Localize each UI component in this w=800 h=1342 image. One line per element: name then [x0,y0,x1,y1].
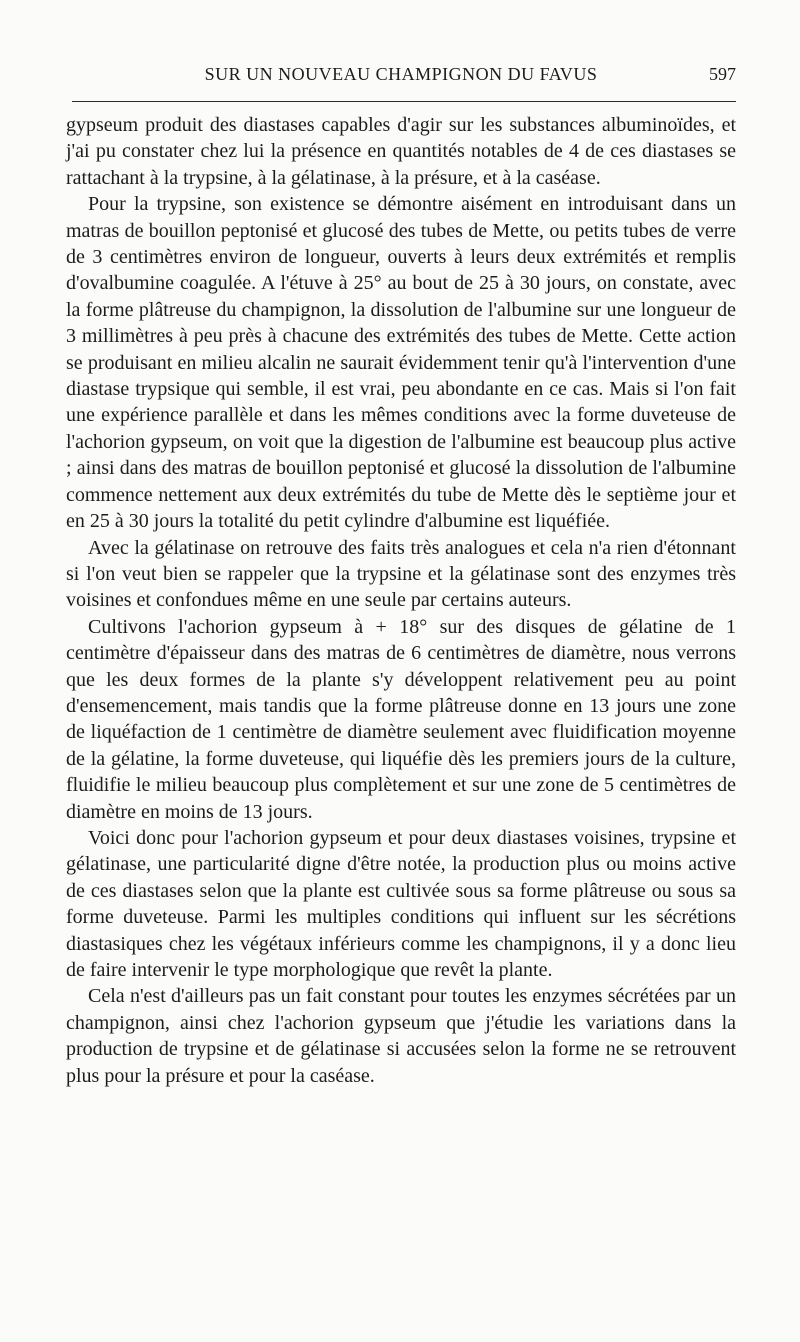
paragraph-cultivons: Cultivons l'achorion gypseum à + 18° sur des disques de gélatine de 1 centimètre d'épaisseur dans des matras de 6 centimètres de diamètre, nous verrons que les deux formes de la plante s'y développent relativement peu au point d'ensemencement, mais tandis que la forme plâtreuse donne en 13 jours une zone de liquéfaction de 1 centimètre de diamètre seulement avec fluidification moyenne de la gélatine, la forme duveteuse, qui liquéfie dès les premiers jours de la culture, fluidifie le milieu beaucoup plus complètement et sur une zone de 5 centimètres de diamètre en moins de 13 jours. [66,615,736,823]
running-head [66,62,736,86]
paragraph-continuation: gypseum produit des diastases capables d'agir sur les substances albuminoïdes, et j'ai pu constater chez lui la présence en quantités notables de 4 de ces diastases se rattachant à la trypsine, à la gélatinase, à la présure, et à la caséase. [66,114,736,189]
paragraph-trypsine: Pour la trypsine, son existence se démontre aisément en introduisant dans un matras de bouillon peptonisé et glucosé des tubes de Mette, ou petits tubes de verre de 3 centimètres environ de longueur, ouverts à leurs deux extrémités et remplis d'ovalbumine coagulée. A l'étuve à 25° au bout de 25 à 30 jours, on constate, avec la forme plâtreuse du champignon, la dissolution de l'albumine sur une longueur de 3 millimètres à peu près à chacune des extrémités des tubes de Mette. Cette action se produisant en milieu alcalin ne saurait évidemment tenir qu'à l'intervention d'une diastase trypsique qui semble, il est vrai, peu abondante en ce cas. Mais si l'on fait une expérience parallèle et dans les mêmes conditions avec la forme duveteuse de l'achorion gypseum, on voit que la digestion de l'albumine est beaucoup plus active ; ainsi dans des matras de bouillon peptonisé et glucosé la dissolution de l'albumine commence nettement aux deux extrémités du tube de Mette dès le septième jour et en 25 à 30 jours la totalité du petit cylindre d'albumine est liquéfiée. [66,193,736,533]
paragraph-voici: Voici donc pour l'achorion gypseum et pour deux diastases voisines, trypsine et gélatinase, une particularité digne d'être notée, la production plus ou moins active de ces diastases selon que la plante est cultivée sous sa forme plâtreuse ou sous sa forme duveteuse. Parmi les multiples conditions qui influent sur les sécrétions diastasiques chez les végétaux inférieurs comme les champignons, il y a donc lieu de faire intervenir le type morphologique que revêt la plante. [66,826,736,981]
page-number: 597 [709,64,736,84]
paragraph-cela: Cela n'est d'ailleurs pas un fait constant pour toutes les enzymes sécrétées par un champignon, ainsi chez l'achorion gypseum que j'étudie les variations dans la production de trypsine et de gélatinase si accusées selon la forme ne se retrouvent plus pour la présure et pour la caséase. [66,985,736,1087]
running-title: SUR UN NOUVEAU CHAMPIGNON DU FAVUS [204,64,598,84]
header-rule [72,101,736,102]
body-text [66,112,736,1089]
paragraph-gelatinase: Avec la gélatinase on retrouve des faits très analogues et cela n'a rien d'étonnant si l'on veut bien se rappeler que la trypsine et la gélatinase sont des enzymes très voisines et confondues même en une seule par certains auteurs. [66,536,736,612]
